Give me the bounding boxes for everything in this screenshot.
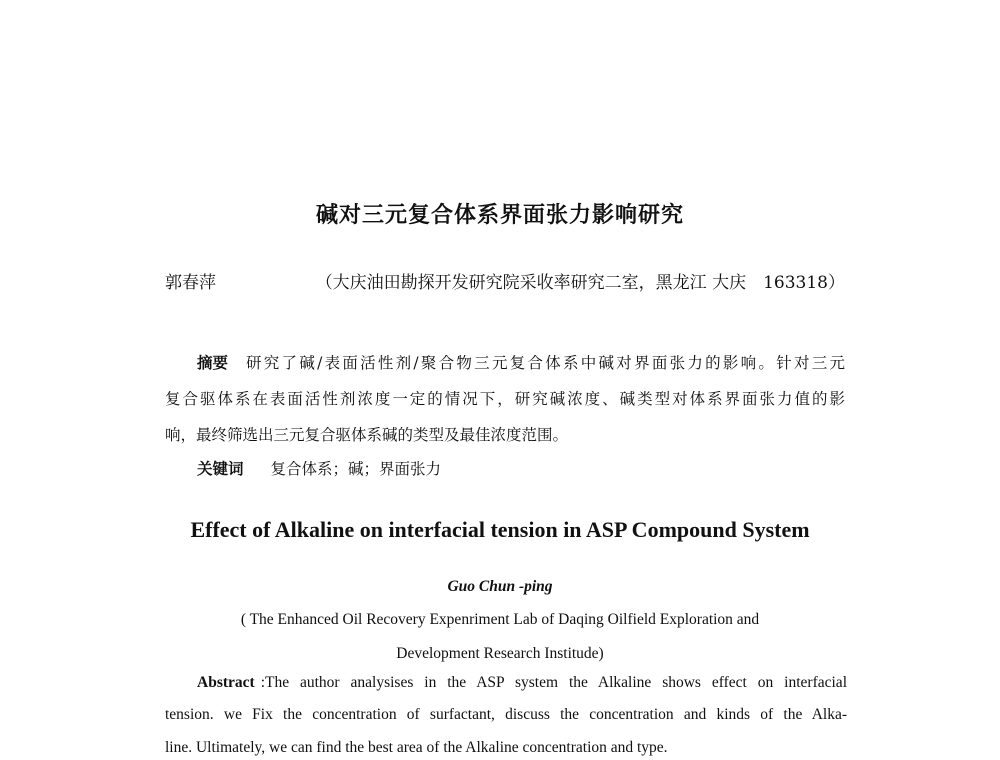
english-abstract-line-2: tension. we Fix the concentration of surfactant, discuss the concentration and kinds of the Alka- [165, 706, 847, 723]
chinese-author-line [165, 268, 845, 293]
chinese-abstract-line-2: 复合驱体系在表面活性剂浓度一定的情况下，研究碱浓度、碱类型对体系界面张力值的影 [165, 390, 845, 408]
chinese-keywords-line [197, 457, 877, 479]
chinese-affiliation: （大庆油田勘探开发研究院采收率研究二室，黑龙江 大庆 163318） [315, 273, 845, 293]
english-author: Guo Chun -ping [447, 578, 553, 595]
chinese-author: 郭春萍 [165, 273, 216, 293]
english-title: Effect of Alkaline on interfacial tension in ASP Compound System [190, 517, 810, 542]
english-abstract-line-1 [165, 674, 847, 692]
english-abstract-text: :The author analysises in the ASP system the Alkaline shows effect on interfacial [260, 674, 847, 691]
chinese-abstract-line-1 [165, 351, 845, 373]
english-affiliation-line-2: Development Research Institude) [396, 645, 604, 662]
english-abstract-line-3: line. Ultimately, we can find the best area of the Alkaline concentration and type. [165, 739, 668, 756]
english-affiliation-line-1: ( The Enhanced Oil Recovery Expenriment Lab of Daqing Oilfield Exploration and [240, 611, 760, 628]
english-abstract-label: Abstract [197, 674, 255, 691]
chinese-title: 碱对三元复合体系界面张力影响研究 [315, 203, 684, 228]
chinese-abstract-label: 摘要 [197, 354, 229, 372]
chinese-keywords-label: 关键词 [197, 460, 244, 478]
chinese-abstract-line-3: 响，最终筛选出三元复合驱体系碱的类型及最佳浓度范围。 [165, 426, 569, 444]
chinese-keywords: 复合体系；碱；界面张力 [270, 460, 441, 478]
chinese-abstract-text: 研究了碱/表面活性剂/聚合物三元复合体系中碱对界面张力的影响。针对三元 [246, 354, 845, 372]
